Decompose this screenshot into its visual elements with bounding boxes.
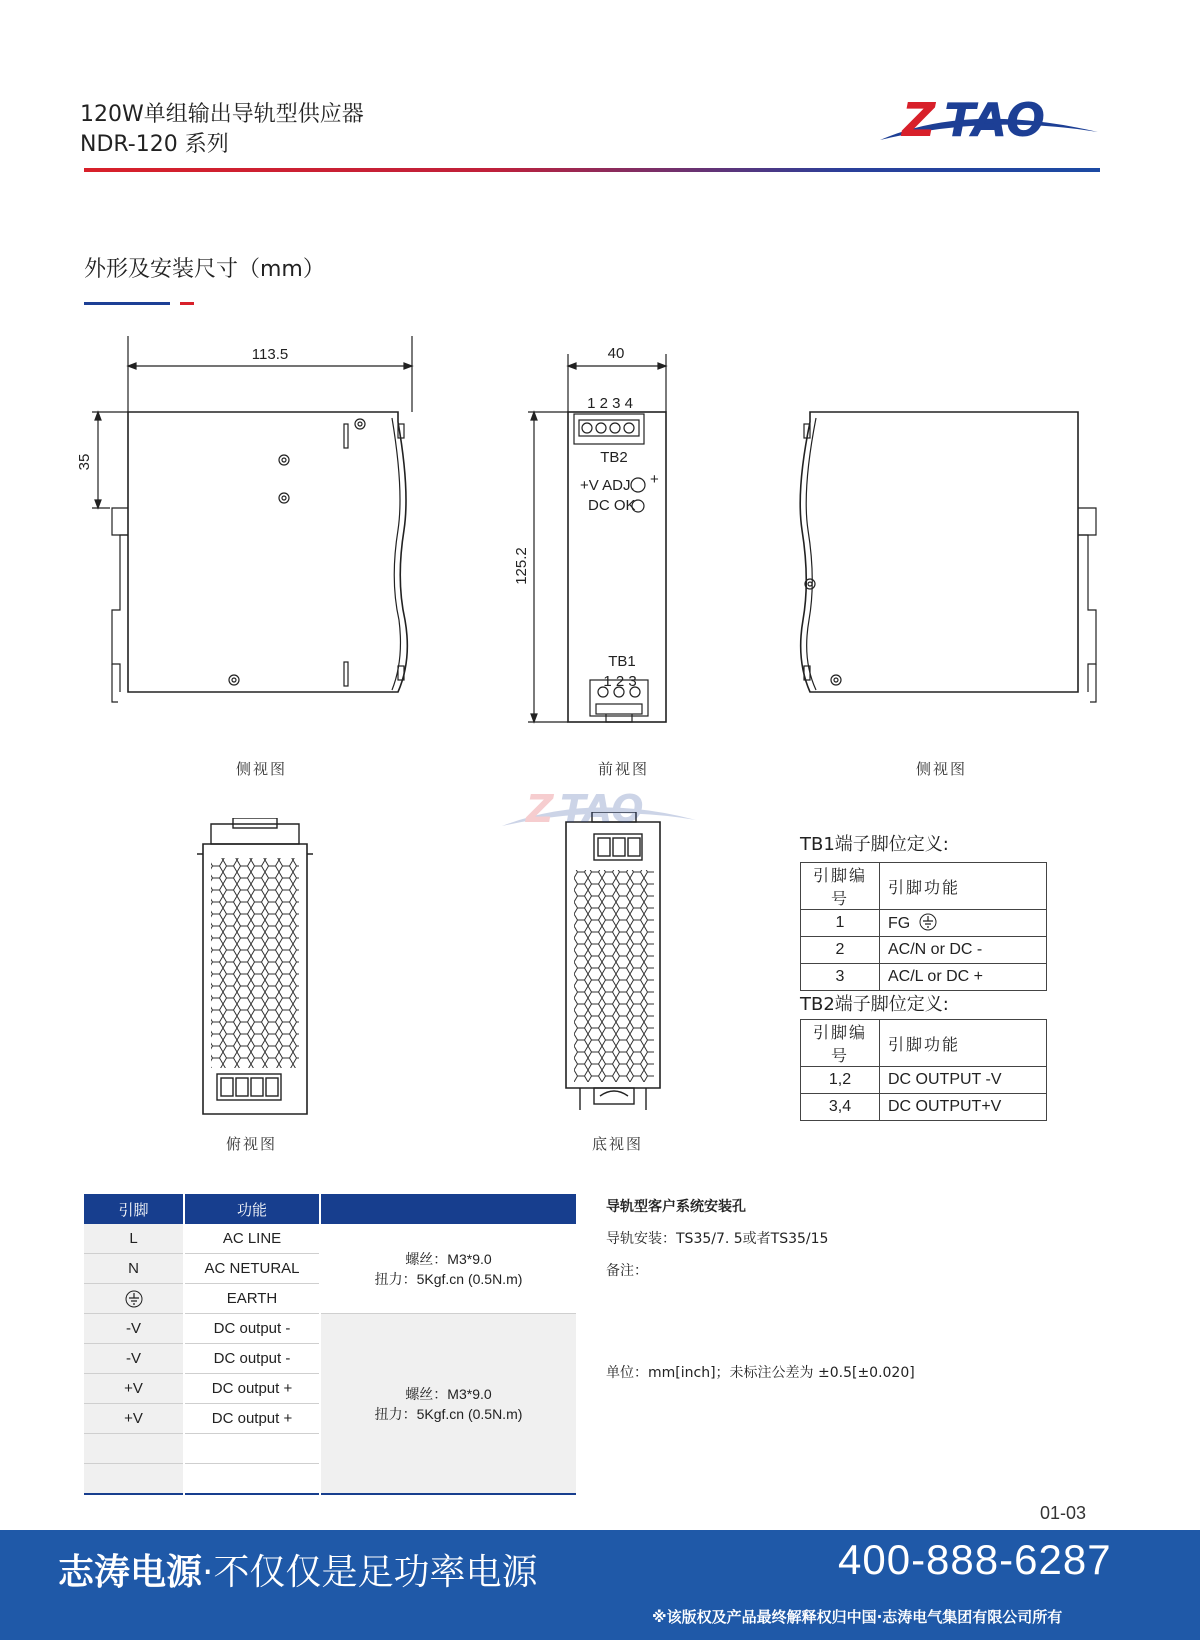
- table-row: [801, 964, 1047, 991]
- caption-front: 前视图: [598, 760, 650, 778]
- spec-func: AC NETURAL: [184, 1254, 320, 1284]
- tb1-func: [880, 910, 1047, 937]
- slogan-text: ·不仅仅是足功率电源: [202, 1552, 538, 1593]
- caption-top: 俯视图: [226, 1135, 278, 1153]
- terminal-spec-table: [84, 1194, 576, 1495]
- slogan-brand: 志涛电源: [58, 1552, 203, 1593]
- spec-pin: [84, 1284, 184, 1314]
- spec-header-pin: 引脚: [84, 1194, 184, 1224]
- spec-pin: -V: [84, 1314, 184, 1344]
- watermark-logo: [500, 786, 700, 836]
- installation-notes: [606, 1196, 1006, 1396]
- section-underline-red: [180, 302, 194, 305]
- caption-bottom: 底视图: [592, 1135, 644, 1153]
- tb1-pin-table: [800, 862, 1047, 991]
- section-title: 外形及安装尺寸（mm）: [84, 257, 325, 282]
- notes-title: 导轨型客户系统安装孔: [606, 1199, 746, 1215]
- spec-pin: [84, 1434, 184, 1464]
- spec-torque-1: 扭力：5Kgf.cn (0.5N.m): [374, 1270, 523, 1287]
- tb1-pin: 2: [801, 937, 880, 964]
- spec-func: [184, 1464, 320, 1495]
- spec-pin: +V: [84, 1404, 184, 1434]
- tb2-header-func: 引脚功能: [880, 1020, 1047, 1067]
- side-view-right: [800, 412, 1096, 702]
- spec-pin: +V: [84, 1374, 184, 1404]
- tb2-table-title: TB2端子脚位定义:: [800, 994, 949, 1015]
- spec-screw-1: 螺丝：M3*9.0: [405, 1250, 492, 1267]
- logo-letters-tao: TAO: [944, 93, 1046, 147]
- dc-ok-label: DC OK: [588, 497, 636, 514]
- title-line-2: NDR-120 系列: [80, 132, 229, 157]
- document-title: [80, 100, 364, 160]
- spec-func: [184, 1434, 320, 1464]
- title-line-1: 120W单组输出导轨型供应器: [80, 102, 364, 127]
- top-view: [195, 818, 315, 1120]
- table-row: [801, 937, 1047, 964]
- tb2-func: DC OUTPUT -V: [880, 1067, 1047, 1094]
- page-number: 01-03: [1040, 1503, 1087, 1523]
- caption-side-left: 侧视图: [236, 760, 288, 778]
- tb2-pin-numbers: 1 2 3 4: [587, 395, 633, 412]
- spec-func: DC output +: [184, 1404, 320, 1434]
- spec-pin: -V: [84, 1344, 184, 1374]
- dim-side-offset: 35: [76, 453, 93, 471]
- table-row: [84, 1314, 576, 1344]
- spec-header-func: 功能: [184, 1194, 320, 1224]
- tb1-pin: 1: [801, 910, 880, 937]
- dim-front-width: 40: [607, 345, 625, 362]
- dimension-drawings: [0, 330, 1200, 780]
- dim-front-height: 125.2: [513, 547, 530, 585]
- tb1-pin: 3: [801, 964, 880, 991]
- table-row: [801, 1067, 1047, 1094]
- tb1-header-row: [801, 863, 1047, 910]
- tb1-label: TB1: [608, 653, 636, 670]
- tb2-pin-table: [800, 1019, 1047, 1121]
- tb1-table-title: TB1端子脚位定义:: [800, 834, 949, 855]
- svg-text:Z: Z: [526, 787, 554, 831]
- table-row: [84, 1224, 576, 1254]
- footer-phone: 400-888-6287: [838, 1536, 1112, 1583]
- notes-rail: 导轨安装：TS35/7. 5或者TS35/15: [606, 1231, 829, 1247]
- table-row: [801, 910, 1047, 937]
- section-underline-blue: [84, 302, 170, 305]
- spec-func: EARTH: [184, 1284, 320, 1314]
- footer-copyright: ※该版权及产品最终解释权归中国·志涛电气集团有限公司所有: [652, 1608, 1063, 1626]
- ground-icon: [125, 1290, 143, 1308]
- spec-screw-2: 螺丝：M3*9.0: [405, 1385, 492, 1402]
- spec-pin: L: [84, 1224, 184, 1254]
- spec-func: AC LINE: [184, 1224, 320, 1254]
- spec-torque-2: 扭力：5Kgf.cn (0.5N.m): [374, 1405, 523, 1422]
- tb2-header-row: [801, 1020, 1047, 1067]
- v-adj-plus: +: [650, 471, 659, 488]
- tb2-label: TB2: [600, 449, 628, 466]
- notes-unit: 单位：mm[inch]；未标注公差为 ±0.5[±0.020]: [606, 1365, 915, 1381]
- tb2-pin: 1,2: [801, 1067, 880, 1094]
- side-view-left: [92, 336, 412, 702]
- spec-pin: N: [84, 1254, 184, 1284]
- tb1-func: AC/N or DC -: [880, 937, 1047, 964]
- header-divider: [84, 168, 1100, 172]
- tb1-header-pin: 引脚编号: [801, 863, 880, 910]
- tb1-header-func: 引脚功能: [880, 863, 1047, 910]
- spec-header-mount: [320, 1194, 576, 1224]
- spec-mount-group-2: [320, 1314, 576, 1495]
- svg-text:TAO: TAO: [560, 787, 644, 831]
- spec-header-row: [84, 1194, 576, 1224]
- tb2-pin: 3,4: [801, 1094, 880, 1121]
- table-row: [801, 1094, 1047, 1121]
- footer-slogan: [58, 1544, 537, 1595]
- tb1-pin-numbers: 1 2 3: [603, 673, 637, 690]
- caption-side-right: 侧视图: [916, 760, 968, 778]
- logo-letter-z: Z: [902, 93, 936, 147]
- spec-func: DC output -: [184, 1344, 320, 1374]
- dim-side-width: 113.5: [251, 346, 289, 363]
- tb2-header-pin: 引脚编号: [801, 1020, 880, 1067]
- tb1-func-text: FG: [888, 915, 911, 932]
- tb1-func: AC/L or DC +: [880, 964, 1047, 991]
- spec-pin: [84, 1464, 184, 1495]
- spec-func: DC output -: [184, 1314, 320, 1344]
- v-adj-label: +V ADJ.: [580, 477, 635, 494]
- spec-mount-group-1: [320, 1224, 576, 1314]
- tb2-func: DC OUTPUT+V: [880, 1094, 1047, 1121]
- ztao-logo: [878, 92, 1100, 154]
- ground-icon: [919, 913, 937, 931]
- bottom-view: [560, 812, 666, 1112]
- notes-remark: 备注：: [606, 1263, 648, 1279]
- spec-func: DC output +: [184, 1374, 320, 1404]
